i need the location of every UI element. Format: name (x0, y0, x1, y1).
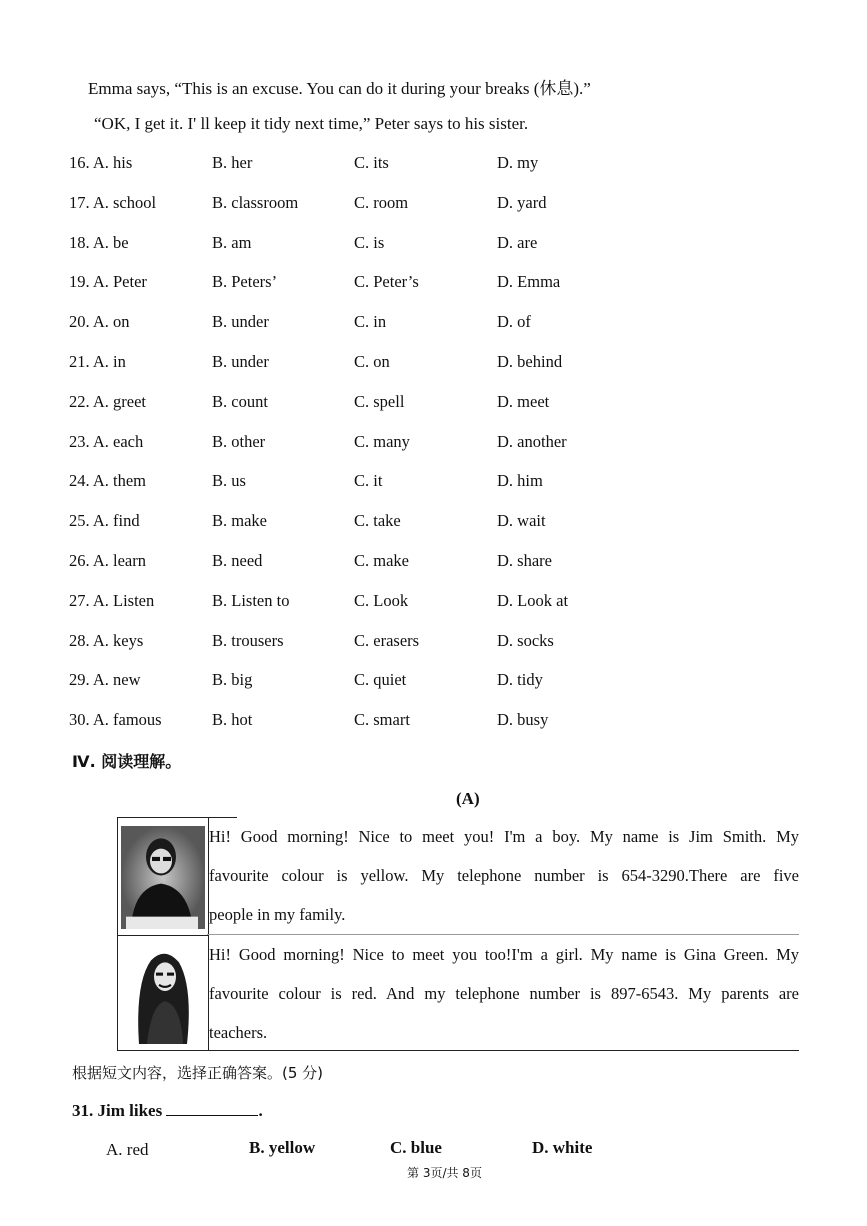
question-25-option-a[interactable]: 25. A. find (69, 511, 140, 530)
instruction-text: 根据短文内容，选择正确答案。(5 分) (72, 1064, 324, 1082)
question-29-option-c[interactable]: C. quiet (354, 670, 407, 689)
question-30-option-d[interactable]: D. busy (497, 710, 549, 729)
question-20-option-d[interactable]: D. of (497, 312, 531, 331)
question-21-option-d[interactable]: D. behind (497, 352, 563, 371)
question-28-option-d[interactable]: D. socks (497, 631, 554, 650)
question-19-option-d[interactable]: D. Emma (497, 272, 561, 291)
question-17-option-a[interactable]: 17. A. school (69, 193, 157, 212)
question-22-option-a[interactable]: 22. A. greet (69, 392, 146, 411)
question-20-option-a[interactable]: 20. A. on (69, 312, 130, 331)
table-bottom-rule (207, 1050, 799, 1051)
section-heading: Ⅳ. 阅读理解。 (72, 752, 182, 771)
question-28-option-b[interactable]: B. trousers (212, 631, 284, 650)
answer-blank[interactable] (166, 1100, 258, 1116)
question-27-option-c[interactable]: C. Look (354, 591, 409, 610)
question-18-option-b[interactable]: B. am (212, 233, 252, 252)
question-30-option-c[interactable]: C. smart (354, 710, 410, 729)
passage-gina-line-3: teachers. (209, 1023, 268, 1042)
question-28-option-c[interactable]: C. erasers (354, 631, 420, 650)
question-26-option-b[interactable]: B. need (212, 551, 263, 570)
question-29-option-a[interactable]: 29. A. new (69, 670, 141, 689)
question-23-option-a[interactable]: 23. A. each (69, 432, 144, 451)
question-17-option-b[interactable]: B. classroom (212, 193, 299, 212)
question-19-option-b[interactable]: B. Peters’ (212, 272, 278, 291)
question-26-option-d[interactable]: D. share (497, 551, 552, 570)
girl-portrait-icon (121, 942, 205, 1044)
question-25-option-d[interactable]: D. wait (497, 511, 546, 530)
question-22-option-c[interactable]: C. spell (354, 392, 405, 411)
question-27-option-a[interactable]: 27. A. Listen (69, 591, 155, 610)
question-23-option-c[interactable]: C. many (354, 432, 410, 451)
passage-gina-line-2: favourite colour is red. And my telephone number is 897-6543. My parents are (209, 984, 799, 1003)
q31-option-c[interactable]: C. blue (390, 1138, 442, 1157)
question-23-option-d[interactable]: D. another (497, 432, 567, 451)
question-19-option-a[interactable]: 19. A. Peter (69, 272, 147, 291)
question-30-option-a[interactable]: 30. A. famous (69, 710, 162, 729)
question-27-option-b[interactable]: B. Listen to (212, 591, 290, 610)
question-26-option-a[interactable]: 26. A. learn (69, 551, 146, 570)
question-25-option-c[interactable]: C. take (354, 511, 401, 530)
photo-gina (117, 934, 209, 1051)
part-label: (A) (456, 789, 480, 808)
question-20-option-c[interactable]: C. in (354, 312, 387, 331)
passage-jim (209, 817, 799, 934)
question-24-option-d[interactable]: D. him (497, 471, 543, 490)
intro-line-1: Emma says, “This is an excuse. You can do it during your breaks (休息).” (88, 79, 591, 98)
question-31 (72, 1100, 263, 1121)
question-22-option-b[interactable]: B. count (212, 392, 268, 411)
question-22-option-d[interactable]: D. meet (497, 392, 550, 411)
question-24-option-b[interactable]: B. us (212, 471, 246, 490)
question-17-option-c[interactable]: C. room (354, 193, 409, 212)
question-23-option-b[interactable]: B. other (212, 432, 266, 451)
question-21-option-a[interactable]: 21. A. in (69, 352, 126, 371)
question-16-option-b[interactable]: B. her (212, 153, 253, 172)
question-16-option-a[interactable]: 16. A. his (69, 153, 133, 172)
question-21-option-b[interactable]: B. under (212, 352, 269, 371)
question-18-option-d[interactable]: D. are (497, 233, 538, 252)
question-17-option-d[interactable]: D. yard (497, 193, 547, 212)
question-16-option-c[interactable]: C. its (354, 153, 389, 172)
question-18-option-a[interactable]: 18. A. be (69, 233, 129, 252)
passage-gina (209, 935, 799, 1052)
question-18-option-c[interactable]: C. is (354, 233, 385, 252)
question-21-option-c[interactable]: C. on (354, 352, 390, 371)
question-24-option-c[interactable]: C. it (354, 471, 383, 490)
question-20-option-b[interactable]: B. under (212, 312, 269, 331)
question-24-option-a[interactable]: 24. A. them (69, 471, 146, 490)
question-31-stem: 31. Jim likes (72, 1101, 163, 1120)
intro-line-2: “OK, I get it. I' ll keep it tidy next time,” Peter says to his sister. (94, 114, 529, 133)
q31-option-d[interactable]: D. white (532, 1138, 593, 1157)
question-30-option-b[interactable]: B. hot (212, 710, 253, 729)
question-25-option-b[interactable]: B. make (212, 511, 267, 530)
passage-gina-line-1: Hi! Good morning! Nice to meet you too!I'm a girl. My name is Gina Green. My (209, 945, 799, 964)
question-27-option-d[interactable]: D. Look at (497, 591, 569, 610)
question-28-option-a[interactable]: 28. A. keys (69, 631, 144, 650)
table-middle-rule (207, 934, 799, 935)
question-29-option-d[interactable]: D. tidy (497, 670, 543, 689)
photo-jim (117, 817, 209, 936)
passage-table (117, 817, 800, 1051)
q31-option-a[interactable]: A. red (106, 1140, 149, 1159)
passage-jim-line-1: Hi! Good morning! Nice to meet you! I'm a boy. My name is Jim Smith. My (209, 827, 799, 846)
page-number: 第 3页/共 8页 (407, 1166, 482, 1180)
passage-jim-line-2: favourite colour is yellow. My telephone number is 654-3290.There are five (209, 866, 799, 885)
question-26-option-c[interactable]: C. make (354, 551, 409, 570)
question-16-option-d[interactable]: D. my (497, 153, 539, 172)
q31-option-b[interactable]: B. yellow (249, 1138, 316, 1157)
question-31-period: . (258, 1101, 263, 1120)
question-29-option-b[interactable]: B. big (212, 670, 253, 689)
question-19-option-c[interactable]: C. Peter’s (354, 272, 419, 291)
passage-jim-line-3: people in my family. (209, 905, 346, 924)
boy-portrait-icon (121, 826, 205, 929)
